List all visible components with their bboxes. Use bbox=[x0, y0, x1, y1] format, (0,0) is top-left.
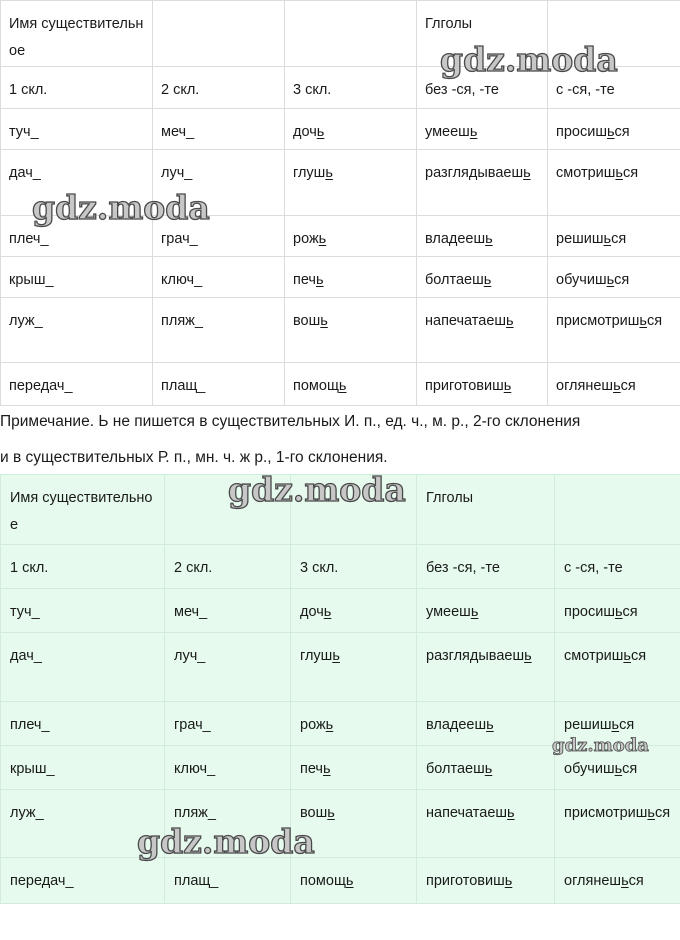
table-cell: луч_ bbox=[165, 633, 291, 702]
table-cell: вошь bbox=[291, 790, 417, 858]
table-row bbox=[1, 109, 680, 150]
table-cell: без -ся, -те bbox=[417, 545, 555, 589]
table-cell bbox=[291, 475, 417, 545]
table-row bbox=[1, 746, 680, 790]
table-cell: печь bbox=[285, 257, 417, 298]
table-cell bbox=[548, 1, 680, 67]
table-cell: дочь bbox=[291, 589, 417, 633]
table-cell: разглядываешь bbox=[417, 633, 555, 702]
table-cell: обучишься bbox=[548, 257, 680, 298]
table-cell: Глголы bbox=[417, 475, 555, 545]
watermark-logo: gdz.moda bbox=[552, 735, 649, 756]
table-cell: болтаешь bbox=[417, 257, 548, 298]
table-cell: с -ся, -те bbox=[555, 545, 680, 589]
table-cell: ключ_ bbox=[165, 746, 291, 790]
table-row bbox=[1, 545, 680, 589]
table-cell: болтаешь bbox=[417, 746, 555, 790]
table-cell: передач_ bbox=[1, 858, 165, 904]
table-cell: помощь bbox=[285, 363, 417, 406]
table-row bbox=[1, 589, 680, 633]
table-cell: напечатаешь bbox=[417, 298, 548, 363]
table-cell: 3 скл. bbox=[291, 545, 417, 589]
table-cell bbox=[555, 475, 680, 545]
table-cell: просишься bbox=[548, 109, 680, 150]
table-cell: с -ся, -те bbox=[548, 67, 680, 109]
table-row bbox=[1, 257, 680, 298]
note-line-2: и в существительных Р. п., мн. ч. ж р., 1-го склонения. bbox=[0, 449, 388, 466]
table-cell: рожь bbox=[285, 216, 417, 257]
table-cell bbox=[165, 475, 291, 545]
table-row bbox=[1, 790, 680, 858]
table-cell: меч_ bbox=[165, 589, 291, 633]
table-cell: меч_ bbox=[153, 109, 285, 150]
table-cell: рожь bbox=[291, 702, 417, 746]
table-cell: приготовишь bbox=[417, 858, 555, 904]
table-cell: луч_ bbox=[153, 150, 285, 216]
table-row bbox=[1, 67, 680, 109]
table-cell: без -ся, -те bbox=[417, 67, 548, 109]
spelling-table-1 bbox=[0, 0, 680, 406]
table-cell: глушь bbox=[291, 633, 417, 702]
table-cell: умеешь bbox=[417, 589, 555, 633]
table-cell: вошь bbox=[285, 298, 417, 363]
table-cell: дочь bbox=[285, 109, 417, 150]
table-cell: 1 скл. bbox=[1, 67, 153, 109]
table-cell: владеешь bbox=[417, 702, 555, 746]
table-cell: 1 скл. bbox=[1, 545, 165, 589]
table-cell: плащ_ bbox=[165, 858, 291, 904]
table-cell: приготовишь bbox=[417, 363, 548, 406]
table-cell: Глголы bbox=[417, 1, 548, 67]
table-cell: оглянешься bbox=[555, 858, 680, 904]
table-cell: печь bbox=[291, 746, 417, 790]
table-cell: обучишься bbox=[555, 746, 680, 790]
table-row bbox=[1, 475, 680, 545]
table-cell: пляж_ bbox=[153, 298, 285, 363]
table-cell: смотришься bbox=[555, 633, 680, 702]
table-cell bbox=[153, 1, 285, 67]
table-cell: умеешь bbox=[417, 109, 548, 150]
table-row bbox=[1, 216, 680, 257]
table-cell: присмотришься bbox=[555, 790, 680, 858]
table-cell: смотришься bbox=[548, 150, 680, 216]
note-line-1: Примечание. Ь не пишется в существительных И. п., ед. ч., м. р., 2-го склонения bbox=[0, 413, 581, 430]
table-row bbox=[1, 363, 680, 406]
table-cell: дач_ bbox=[1, 150, 153, 216]
table-cell: разглядываешь bbox=[417, 150, 548, 216]
table-cell: туч_ bbox=[1, 109, 153, 150]
table-cell: помощь bbox=[291, 858, 417, 904]
table-cell: 2 скл. bbox=[153, 67, 285, 109]
table-cell: оглянешься bbox=[548, 363, 680, 406]
table-cell: луж_ bbox=[1, 298, 153, 363]
table-cell: дач_ bbox=[1, 633, 165, 702]
table-cell: луж_ bbox=[1, 790, 165, 858]
table-cell: крыш_ bbox=[1, 746, 165, 790]
table-cell: плащ_ bbox=[153, 363, 285, 406]
table-cell: напечатаешь bbox=[417, 790, 555, 858]
table-cell: 3 скл. bbox=[285, 67, 417, 109]
table-cell: присмотришься bbox=[548, 298, 680, 363]
watermark-logo: gdz.moda bbox=[440, 40, 618, 79]
table-cell: Имя существительное bbox=[1, 475, 165, 545]
table-cell: решишься bbox=[555, 702, 680, 746]
table-row bbox=[1, 1, 680, 67]
table-cell: просишься bbox=[555, 589, 680, 633]
table-cell: решишься bbox=[548, 216, 680, 257]
table-cell: владеешь bbox=[417, 216, 548, 257]
table-cell: грач_ bbox=[165, 702, 291, 746]
watermark-logo: gdz.moda bbox=[32, 188, 210, 227]
table-cell: плеч_ bbox=[1, 702, 165, 746]
table-row bbox=[1, 298, 680, 363]
table-cell: крыш_ bbox=[1, 257, 153, 298]
table-cell: ключ_ bbox=[153, 257, 285, 298]
table-row bbox=[1, 633, 680, 702]
spelling-table-2 bbox=[0, 474, 680, 904]
table-cell: плеч_ bbox=[1, 216, 153, 257]
table-cell: туч_ bbox=[1, 589, 165, 633]
table-cell: грач_ bbox=[153, 216, 285, 257]
table-cell: 2 скл. bbox=[165, 545, 291, 589]
watermark-logo: gdz.moda bbox=[137, 822, 315, 861]
table-cell bbox=[285, 1, 417, 67]
watermark-logo: gdz.moda bbox=[228, 470, 406, 509]
table-row bbox=[1, 858, 680, 904]
table-cell: Имя существительное bbox=[1, 1, 153, 67]
table-cell: пляж_ bbox=[165, 790, 291, 858]
table-row bbox=[1, 702, 680, 746]
table-row bbox=[1, 150, 680, 216]
table-cell: передач_ bbox=[1, 363, 153, 406]
table-cell: глушь bbox=[285, 150, 417, 216]
